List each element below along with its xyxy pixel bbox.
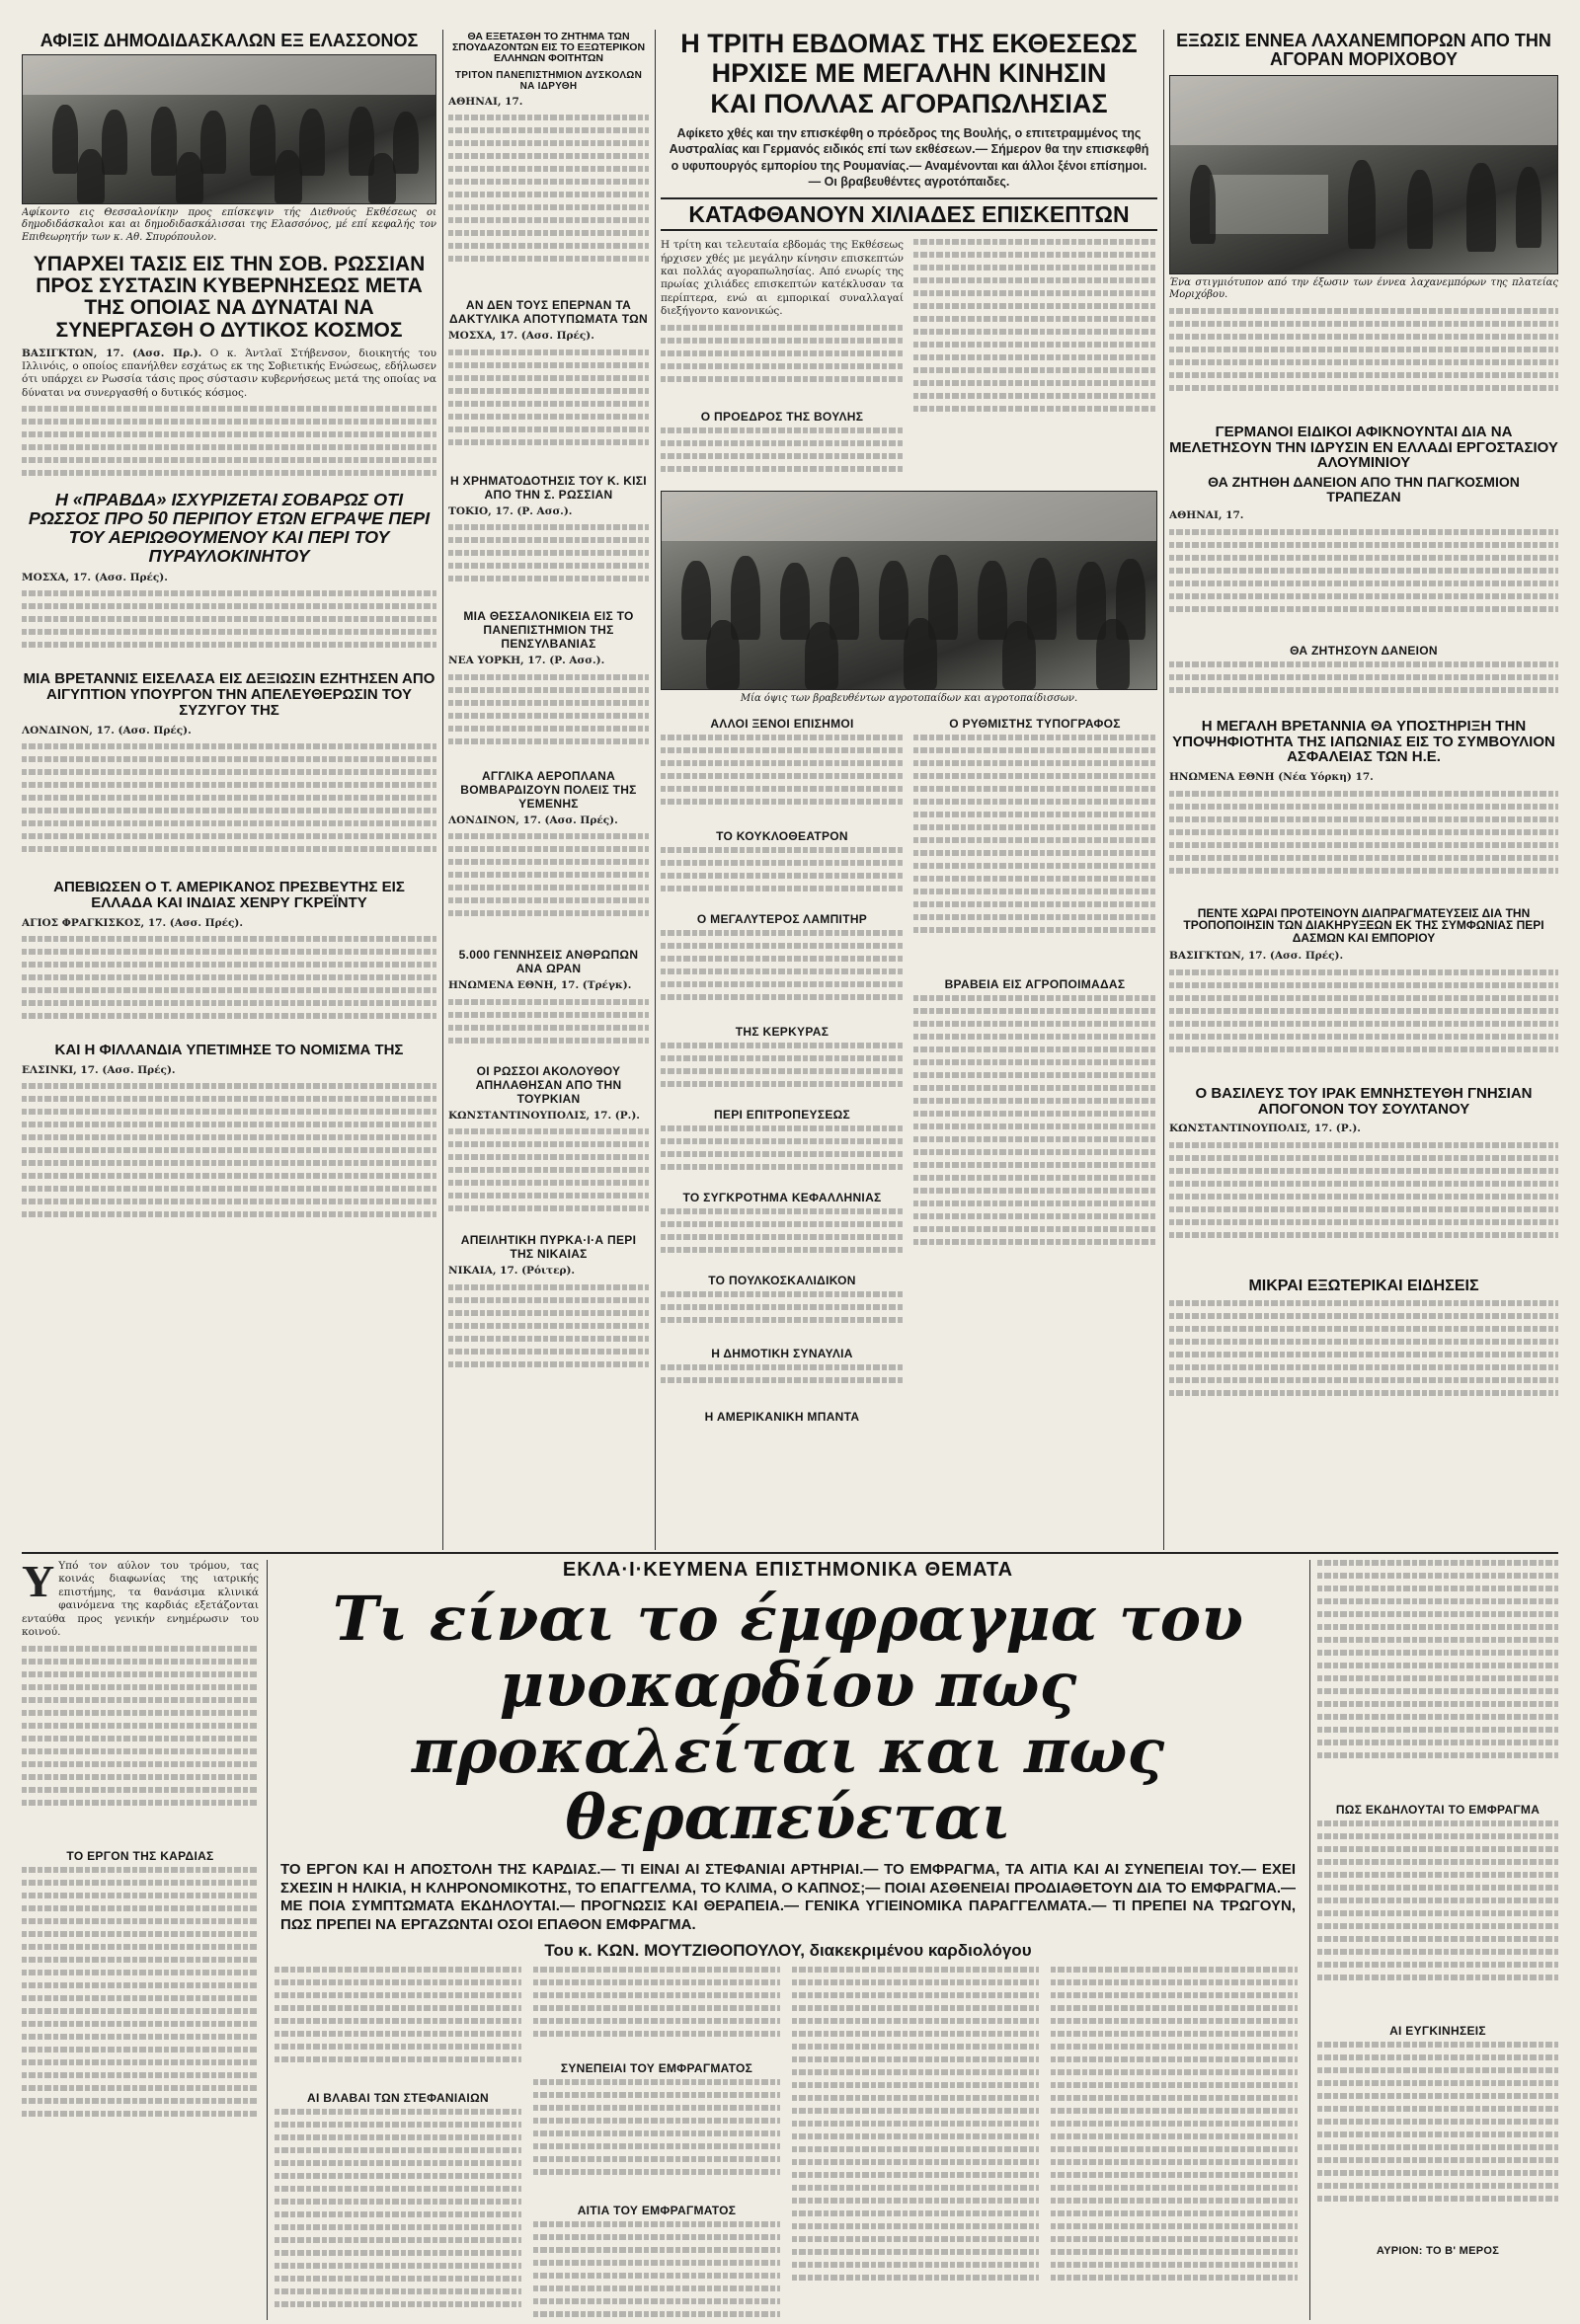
egypt-body	[22, 743, 436, 872]
iraq-body	[1169, 1142, 1558, 1271]
fingerprints-subhead: ΑΝ ΔΕΝ ΤΟΥΣ ΕΠΕΡΝΑΝ ΤΑ ΔΑΚΤΥΛΙΚΑ ΑΠΟΤΥΠΩΜΑΤΑ ΤΩΝ	[448, 298, 649, 327]
main-subheadline: ΚΑΤΑΦΘΑΝΟΥΝ ΧΙΛΙΑΔΕΣ ΕΠΙΣΚΕΠΤΩΝ	[661, 197, 1157, 231]
science-kicker: ΕΚΛΑ·Ι·ΚΕΥΜΕΝΑ ΕΠΙΣΤΗΜΟΝΙΚΑ ΘΕΜΑΤΑ	[562, 1560, 1014, 1581]
farm-awards-subhead: ΒΡΑΒΕΙΑ ΕΙΣ ΑΓΡΟΠΟΙΜΑΔΑΣ	[944, 977, 1126, 992]
aluminium-headline: ΓΕΡΜΑΝΟΙ ΕΙΔΙΚΟΙ ΑΦΙΚΝΟΥΝΤΑΙ ΔΙΑ ΝΑ ΜΕΛΕΤΗΣΟΥΝ ΤΗΝ ΙΔΡΥΣΙΝ ΕΝ ΕΛΛΑΔΙ ΕΡΓΟΣΤΑΣΙΟΥ ΑΛΟΥΜΙΝΙΟΥ	[1169, 423, 1558, 472]
russia-text: Ο κ. Άντλαϊ Στήβενσον, διοικητής του Ιλλινόις, ο οποίος επανήλθεν εσχάτως εκ της Σοβιετικής Ενώσεως, εδήλωσεν ότι υπάρχει εν Ρωσσία τάσις προς σύστασιν κυβερνήσεως μετά της οποίας να δύναται να συνεργασθή ο δυτικός κόσμος.	[22, 347, 436, 399]
science-body-6	[792, 1967, 1039, 2320]
science-right-body-1	[1317, 1560, 1558, 1797]
third-university-subhead: ΤΡΙΤΟΝ ΠΑΝΕΠΙΣΤΗΜΙΟΝ ΔΥΣΚΟΛΩΝ ΝΑ ΙΔΡΥΘΗ	[454, 70, 643, 93]
capital-body	[661, 1208, 904, 1268]
column-rule	[442, 30, 443, 1550]
how-expressed-subhead: ΠΩΣ ΕΚΔΗΛΟΥΤΑΙ ΤΟ ΕΜΦΡΑΓΜΑ	[1335, 1803, 1540, 1817]
japan-subhead: Η ΧΡΗΜΑΤΟΔΟΤΗΣΙΣ ΤΟΥ Κ. ΚΙΣΙ ΑΠΟ ΤΗΝ Σ. ΡΩΣΣΙΑΝ	[450, 473, 647, 502]
teachers-caption: Αφίκοντο εις Θεσσαλονίκην προς επίσκεψιν τής Διεθνούς Εκθέσεως οι δημοδιδάσκαλοι και αι δημοδιδασκάλισσαι της Ελασσόνος, μέ επί κεφαλής τον Επιθεωρητήν των κ. Αθ. Σπυρόπουλον.	[22, 206, 436, 243]
foreign-news-body	[1169, 1300, 1558, 1419]
ambassador-body	[22, 936, 436, 1035]
iraq-dateline: ΚΩΝΣΤΑΝΤΙΝΟΥΠΟΛΙΣ, 17. (Ρ.).	[1169, 1123, 1361, 1135]
complications-subhead: ΑΙ ΕΥΓΚΙΝΗΣΕΙΣ	[1389, 2024, 1486, 2038]
column-rule	[655, 30, 656, 1550]
guests-body	[661, 735, 904, 823]
municipal-subhead: Η ΔΗΜΟΤΙΚΗ ΣΥΝΑΥΛΙΑ	[711, 1347, 853, 1361]
russians-subhead: ΟΙ ΡΩΣΣΟΙ ΑΚΟΛΟΥΘΟΥ ΑΠΗΛΑΘΗΣΑΝ ΑΠΟ ΤΗΝ ΤΟΥΡΚΙΑΝ	[475, 1063, 622, 1106]
japan-body	[448, 524, 649, 603]
heart-work-subhead: ΤΟ ΕΡΓΟΝ ΤΗΣ ΚΑΡΔΙΑΣ	[66, 1848, 214, 1863]
awards-list-1	[913, 735, 1156, 971]
pravda-dateline: ΜΟΣΧΑ, 17. (Ασσ. Πρές).	[22, 571, 168, 583]
pravda-headline: Η «ΠΡΑΒΔΑ» ΙΣΧΥΡΙΖΕΤΑΙ ΣΟΒΑΡΩΣ ΟΤΙ ΡΩΣΣΟΣ ΠΡΟ 50 ΠΕΡΙΠΟΥ ΕΤΩΝ ΕΓΡΑΨΕ ΠΕΡΙ ΤΟΥ ΑΕΡΙΩΘΟΥΜΕΝΟΥ ΚΑΙ ΠΕΡΙ ΤΟΥ ΠΥΡΑΥΛΟΚΙΝΗΤΟΥ	[28, 490, 431, 566]
main-headline-1: Η ΤΡΙΤΗ ΕΒΔΟΜΑΣ ΤΗΣ ΕΚΘΕΣΕΩΣ	[680, 30, 1138, 58]
loan-subhead: ΘΑ ΖΗΤΗΣΟΥΝ ΔΑΝΕΙΟΝ	[1290, 643, 1438, 658]
main-story-text: Η τρίτη και τελευταία εβδομάς της Εκθέσεως ήρχισεν χθές με μεγάλην κίνησιν επισκεπτών και πολλάς αγοραπωλησίας. Από ενωρίς της πρωίας χιλιάδες επισκεπτών κατέκλυσαν τα περίπτερα, ενώ αι εμπορικαί συναλλαγαί διεξήγοντο κανονικώς.	[661, 239, 904, 318]
main-lower-columns	[661, 711, 1157, 1428]
main-story-columns	[661, 239, 1157, 487]
science-body-columns	[275, 1967, 1302, 2320]
science-right-body-2	[1317, 1820, 1558, 2018]
science-body-7	[1051, 1967, 1298, 2320]
parliament-subhead: Ο ΠΡΟΕΔΡΟΣ ΤΗΣ ΒΟΥΛΗΣ	[700, 409, 864, 424]
russia-dateline: ΒΑΣΙΓΚΤΩΝ, 17. (Ασσ. Πρ.).	[22, 347, 202, 359]
science-left-column: Υ Υπό τον αύλον του τρόμου, τας κοινάς διαφωνίας της ιατρικής επιστήμης, τα θανάσιμα κλινικά φαινόμενα της καρδιάς εξετάζονται ενταύθα προς γενικήν ενημέρωσιν του κοινού. ΤΟ ΕΡΓΟΝ ΤΗΣ ΚΑΡΔΙΑΣ	[22, 1560, 259, 2320]
kerkyra-body	[661, 1043, 904, 1102]
silkworm-subhead: ΤΟ ΠΟΥΛΚΟΣΚΑΛΙΔΙΚΟΝ	[708, 1274, 856, 1288]
puppets-subhead: ΤΟ ΚΟΥΚΛΟΘΕΑΤΡΟΝ	[716, 829, 848, 844]
science-body-3	[533, 1967, 780, 2055]
yemen-body	[448, 833, 649, 942]
continued-note: ΑΥΡΙΟΝ: ΤΟ Β' ΜΕΡΟΣ	[1376, 2245, 1500, 2257]
nicaea-dateline: ΝΙΚΑΙΑ, 17. (Ρόιτερ).	[448, 1265, 576, 1278]
science-intro: Υπό τον αύλον του τρόμου, τας κοινάς διαφωνίας της ιατρικής επιστήμης, τα θανάσιμα κλινικά φαινόμενα της καρδιάς εξετάζονται ενταύθα προς γενικήν ενημέρωσιν του κοινού.	[22, 1560, 259, 1639]
russia-headline: ΥΠΑΡΧΕΙ ΤΑΣΙΣ ΕΙΣ ΤΗΝ ΣΟΒ. ΡΩΣΣΙΑΝ ΠΡΟΣ ΣΥΣΤΑΣΙΝ ΚΥΒΕΡΝΗΣΕΩΣ ΜΕΤΑ ΤΗΣ ΟΠΟΙΑΣ ΝΑ ΔΥΝΑΤΑΙ ΝΑ ΣΥΝΕΡΓΑΣΘΗ Ο ΔΥΤΙΚΟΣ ΚΟΣΜΟΣ	[33, 253, 426, 342]
iraq-headline: Ο ΒΑΣΙΛΕΥΣ ΤΟΥ ΙΡΑΚ ΕΜΝΗΣΤΕΥΘΗ ΓΝΗΣΙΑΝ ΑΠΟΓΟΝΟΝ ΤΟΥ ΣΟΥΛΤΑΝΟΥ	[1195, 1084, 1533, 1118]
loan-headline: ΘΑ ΖΗΤΗΘΗ ΔΑΝΕΙΟΝ ΑΠΟ ΤΗΝ ΠΑΓΚΟΣΜΙΟΝ ΤΡΑΠΕΖΑΝ	[1208, 474, 1520, 504]
russians-body	[448, 1128, 649, 1227]
students-headline: ΘΑ ΕΞΕΤΑΣΘΗ ΤΟ ΖΗΤΗΜΑ ΤΩΝ ΣΠΟΥΔΑΖΟΝΤΩΝ ΕΙΣ ΤΟ ΕΞΩΤΕΡΙΚΟΝ ΕΛΛΗΝΩΝ ΦΟΙΤΗΤΩΝ	[451, 31, 646, 65]
thessaloniki-subhead: ΜΙΑ ΘΕΣΣΑΛΟΝΙΚΕΙΑ ΕΙΣ ΤΟ ΠΑΝΕΠΙΣΤΗΜΙΟΝ ΤΗΣ ΠΕΝΣΥΛΒΑΝΙΑΣ	[463, 609, 634, 652]
students-body	[448, 115, 649, 292]
heart-work-body	[22, 1867, 259, 2163]
britain-dateline: ΗΝΩΜΕΝΑ ΕΘΝΗ (Νέα Υόρκη) 17.	[1169, 771, 1374, 784]
vendors-caption: Ένα στιγμιότυπον από την έξωσιν των έννεα λαχανεμπόρων της πλατείας Μοριχόβου.	[1169, 276, 1558, 301]
science-body-1	[275, 1967, 521, 2085]
egypt-headline: ΜΙΑ ΒΡΕΤΑΝΝΙΣ ΕΙΣΕΛΑΣΑ ΕΙΣ ΔΕΞΙΩΣΙΝ ΕΖΗΤΗΣΕΝ ΑΠΟ ΑΙΓΥΠΤΙΟΝ ΥΠΟΥΡΓΟΝ ΤΗΝ ΑΠΕΛΕΥΘΕΡΩΣΙΝ ΤΟΥ ΣΥΖΥΓΟΥ ΤΗΣ	[23, 670, 435, 719]
thessaloniki-body	[448, 674, 649, 763]
fingerprints-dateline: ΜΟΣΧΑ, 17. (Ασσ. Πρές).	[448, 330, 594, 343]
teachers-headline: ΑΦΙΞΙΣ ΔΗΜΟΔΙΔΑΣΚΑΛΩΝ ΕΞ ΕΛΑΣΣΟΝΟΣ	[40, 31, 419, 50]
section-rule	[22, 1552, 1558, 1554]
press-dept-subhead: Ο ΡΥΘΜΙΣΤΗΣ ΤΥΠΟΓΡΑΦΟΣ	[949, 717, 1121, 732]
main-story-body	[661, 325, 904, 404]
lamprou-body	[661, 930, 904, 1019]
right-column	[1169, 30, 1558, 1550]
narrow-column	[448, 30, 649, 1550]
nicaea-subhead: ΑΠΕΙΛΗΤΙΚΗ ΠΥΡΚΑ·Ι·Α ΠΕΡΙ ΤΗΣ ΝΙΚΑΙΑΣ	[460, 1233, 637, 1262]
farmers-caption: Μία όψις των βραβευθέντων αγροτοπαίδων και αγροτοπαίδισσων.	[740, 692, 1078, 704]
puppets-body	[661, 847, 904, 906]
science-feature	[22, 1560, 1558, 2320]
students-dateline: ΑΘΗΝΑΙ, 17.	[448, 96, 523, 109]
aluminium-dateline: ΑΘΗΝΑΙ, 17.	[1169, 509, 1244, 522]
main-column	[661, 30, 1157, 1550]
science-right-body-3	[1317, 2042, 1558, 2239]
vendors-body	[1169, 308, 1558, 417]
japan-dateline: ΤΟΚΙΟ, 17. (Ρ. Ασσ.).	[448, 504, 573, 517]
parliament-body	[661, 427, 904, 487]
municipal-body	[661, 1364, 904, 1404]
kerkyra-subhead: ΤΗΣ ΚΕΡΚΥΡΑΣ	[735, 1025, 830, 1040]
science-title: Τι είναι το έμφραγμα του μυοκαρδίου πως προκαλείται και πως θεραπεύεται	[332, 1583, 1244, 1853]
main-story-body-2	[913, 239, 1156, 446]
britain-headline: Η ΜΕΓΑΛΗ ΒΡΕΤΑΝΝΙΑ ΘΑ ΥΠΟΣΤΗΡΙΞΗ ΤΗΝ ΥΠΟΨΗΦΙΟΤΗΤΑ ΤΗΣ ΙΑΠΩΝΙΑΣ ΕΙΣ ΤΟ ΣΥΜΒΟΥΛΙΟΝ ΑΣΦΑΛΕΙΑΣ ΤΩΝ Η.Ε.	[1172, 717, 1555, 766]
guests-subhead: ΑΛΛΟΙ ΞΕΝΟΙ ΕΠΙΣΗΜΟΙ	[710, 717, 854, 732]
main-headline-2: ΗΡΧΙΣΕ ΜΕ ΜΕΓΑΛΗΝ ΚΙΝΗΣΙΝ	[711, 58, 1107, 89]
russia-body	[22, 406, 436, 483]
science-body-2	[275, 2109, 521, 2320]
ambassador-dateline: ΑΓΙΟΣ ΦΡΑΓΚΙΣΚΟΣ, 17. (Ασσ. Πρές).	[22, 916, 243, 929]
artery-damage-subhead: ΑΙ ΒΛΑΒΑΙ ΤΩΝ ΣΤΕΦΑΝΙΑΙΩΝ	[307, 2090, 489, 2105]
finland-dateline: ΕΛΣΙΝΚΙ, 17. (Ασσ. Πρές).	[22, 1063, 176, 1076]
column-rule	[267, 1560, 268, 2320]
capital-subhead: ΤΟ ΣΥΓΚΡΟΤΗΜΑ ΚΕΦΑΛΛΗΝΙΑΣ	[682, 1191, 882, 1205]
lamprou-subhead: Ο ΜΕΓΑΛΥΤΕΡΟΣ ΛΑΜΠΙΤΗΡ	[696, 912, 868, 927]
science-intro-body	[22, 1646, 259, 1843]
silkworm-body	[661, 1291, 904, 1341]
foreign-news-headline: ΜΙΚΡΑΙ ΕΞΩΤΕΡΙΚΑΙ ΕΙΔΗΣΕΙΣ	[1248, 1277, 1479, 1294]
science-deck: ΤΟ ΕΡΓΟΝ ΚΑΙ Η ΑΠΟΣΤΟΛΗ ΤΗΣ ΚΑΡΔΙΑΣ.— ΤΙ ΕΙΝΑΙ ΑΙ ΣΤΕΦΑΝΙΑΙ ΑΡΤΗΡΙΑΙ.— ΤΟ ΕΜΦΡΑΓΜΑ, ΤΑ ΑΙΤΙΑ ΚΑΙ ΑΙ ΣΥΝΕΠΕΙΑΙ ΤΟΥ.— ΕΧΕΙ ΣΧΕΣΙΝ Η ΗΛΙΚΙΑ, Η ΚΛΗΡΟΝΟΜΙΚΟΤΗΣ, ΤΟ ΕΠΑΓΓΕΛΜΑ, ΤΟ ΚΛΙΜΑ, Ο ΚΑΠΝΟΣ;— ΠΟΙΑΙ ΑΣΘΕΝΕΙΑΙ ΠΡΟΔΙΑΘΕΤΟΥΝ ΔΙΑ ΤΟ ΕΜΦΡΑΓΜΑ.— ΜΕ ΠΟΙΑ ΣΥΜΠΤΩΜΑΤΑ ΕΚΔΗΛΟΥΤΑΙ.— ΠΡΟΓΝΩΣΙΣ ΚΑΙ ΘΕΡΑΠΕΙΑ.— ΓΕΝΙΚΑ ΥΓΙΕΙΝΟΜΙΚΑ ΠΑΡΑΓΓΕΛΜΑΤΑ.— ΤΙ ΠΡΕΠΕΙ ΝΑ ΤΡΩΓΟΥΝ, ΠΩΣ ΠΡΕΠΕΙ ΝΑ ΕΡΓΑΖΩΝΤΑΙ ΟΣΟΙ ΕΠΑΘΟΝ ΕΜΦΡΑΓΜΑ.	[280, 1860, 1296, 1934]
treaty-body	[1169, 969, 1558, 1078]
science-body-5	[533, 2221, 780, 2320]
fingerprints-body	[448, 349, 649, 468]
thessaloniki-dateline: ΝΕΑ ΥΟΡΚΗ, 17. (Ρ. Ασσ.).	[448, 655, 605, 667]
left-column	[22, 30, 436, 1550]
treaty-dateline: ΒΑΣΙΓΚΤΩΝ, 17. (Ασσ. Πρές).	[1169, 950, 1344, 963]
science-center	[275, 1560, 1302, 2320]
column-rule	[1163, 30, 1164, 1550]
births-subhead: 5.000 ΓΕΝΝΗΣΕΙΣ ΑΝΘΡΩΠΩΝ ΑΝΑ ΩΡΑΝ	[458, 948, 639, 976]
nicaea-body	[448, 1284, 649, 1383]
loan-body	[1169, 661, 1558, 711]
vendors-photo	[1169, 75, 1558, 274]
births-dateline: ΗΝΩΜΕΝΑ ΕΘΝΗ, 17. (Τρέγκ).	[448, 979, 632, 992]
science-byline: Του κ. ΚΩΝ. ΜΟΥΤΖΙΘΟΠΟΥΛΟΥ, διακεκριμένου καρδιολόγου	[544, 1940, 1032, 1960]
american-band-subhead: Η ΑΜΕΡΙΚΑΝΙΚΗ ΜΠΑΝΤΑ	[704, 1410, 860, 1425]
science-body-4	[533, 2079, 780, 2198]
egypt-dateline: ΛΟΝΔΙΝΟΝ, 17. (Ασσ. Πρές).	[22, 724, 192, 736]
finland-headline: ΚΑΙ Η ΦΙΛΛΑΝΔΙΑ ΥΠΕΤΙΜΗΣΕ ΤΟ ΝΟΜΙΣΜΑ ΤΗΣ	[54, 1041, 404, 1058]
ambassador-headline: ΑΠΕΒΙΩΣΕΝ Ο Τ. ΑΜΕΡΙΚΑΝΟΣ ΠΡΕΣΒΕΥΤΗΣ ΕΙΣ ΕΛΛΑΔΑ ΚΑΙ ΙΝΔΙΑΣ ΧΕΝΡΥ ΓΚΡΕΪΝΤΥ	[53, 879, 405, 911]
awards-list-2	[913, 995, 1156, 1291]
finland-body	[22, 1083, 436, 1241]
pravda-body	[22, 590, 436, 663]
epitropi-subhead: ΠΕΡΙ ΕΠΙΤΡΟΠΕΥΣΕΩΣ	[713, 1108, 851, 1123]
yemen-dateline: ΛΟΝΔΙΝΟΝ, 17. (Ασσ. Πρές).	[448, 813, 618, 826]
consequences-subhead: ΣΥΝΕΠΕΙΑΙ ΤΟΥ ΕΜΦΡΑΓΜΑΤΟΣ	[560, 2060, 753, 2075]
main-lead: Αφίκετο χθές και την επισκέφθη ο πρόεδρος της Βουλής, ο επιτετραμμένος της Αυστραλίας και Γερμανός ειδικός επί των εκθέσεων.— Σήμερον θα την επισκεφθή ο υφυπουργός εμπορίου της Ρουμανίας.— Αναμένονται και άλλοι ξένοι επίσημοι.— Οι βραβευθέντες αγροτόπαιδες.	[669, 126, 1149, 189]
main-headline-3: ΚΑΙ ΠΟΛΛΑΣ ΑΓΟΡΑΠΩΛΗΣΙΑΣ	[710, 88, 1108, 118]
births-body	[448, 999, 649, 1058]
science-right-column	[1317, 1560, 1558, 2320]
epitropi-body	[661, 1125, 904, 1185]
britain-body	[1169, 791, 1558, 899]
yemen-subhead: ΑΓΓΛΙΚΑ ΑΕΡΟΠΛΑΝΑ ΒΟΜΒΑΡΔΙΖΟΥΝ ΠΟΛΕΙΣ ΤΗΣ ΥΕΜΕΝΗΣ	[460, 768, 637, 811]
vendors-headline: ΕΞΩΣΙΣ ΕΝΝΕΑ ΛΑΧΑΝΕΜΠΟΡΩΝ ΑΠΟ ΤΗΝ ΑΓΟΡΑΝ ΜΟΡΙΧΟΒΟΥ	[1176, 31, 1551, 69]
causes-subhead: ΑΙΤΙΑ ΤΟΥ ΕΜΦΡΑΓΜΑΤΟΣ	[577, 2203, 737, 2217]
teachers-photo	[22, 54, 436, 204]
aluminium-body	[1169, 529, 1558, 638]
russians-dateline: ΚΩΝΣΤΑΝΤΙΝΟΥΠΟΛΙΣ, 17. (Ρ.).	[448, 1109, 640, 1122]
farmers-photo	[661, 491, 1157, 690]
treaty-headline: ΠΕΝΤΕ ΧΩΡΑΙ ΠΡΟΤΕΙΝΟΥΝ ΔΙΑΠΡΑΓΜΑΤΕΥΣΕΙΣ ΔΙΑ ΤΗΝ ΤΡΟΠΟΠΟΙΗΣΙΝ ΤΩΝ ΔΙΑΚΗΡΥΞΕΩΝ ΕΚ ΤΗΣ ΣΥΜΦΩΝΙΑΣ ΠΕΡΙ ΔΑΣΜΩΝ ΚΑΙ ΕΜΠΟΡΙΟΥ	[1183, 905, 1544, 945]
column-rule	[1309, 1560, 1310, 2320]
